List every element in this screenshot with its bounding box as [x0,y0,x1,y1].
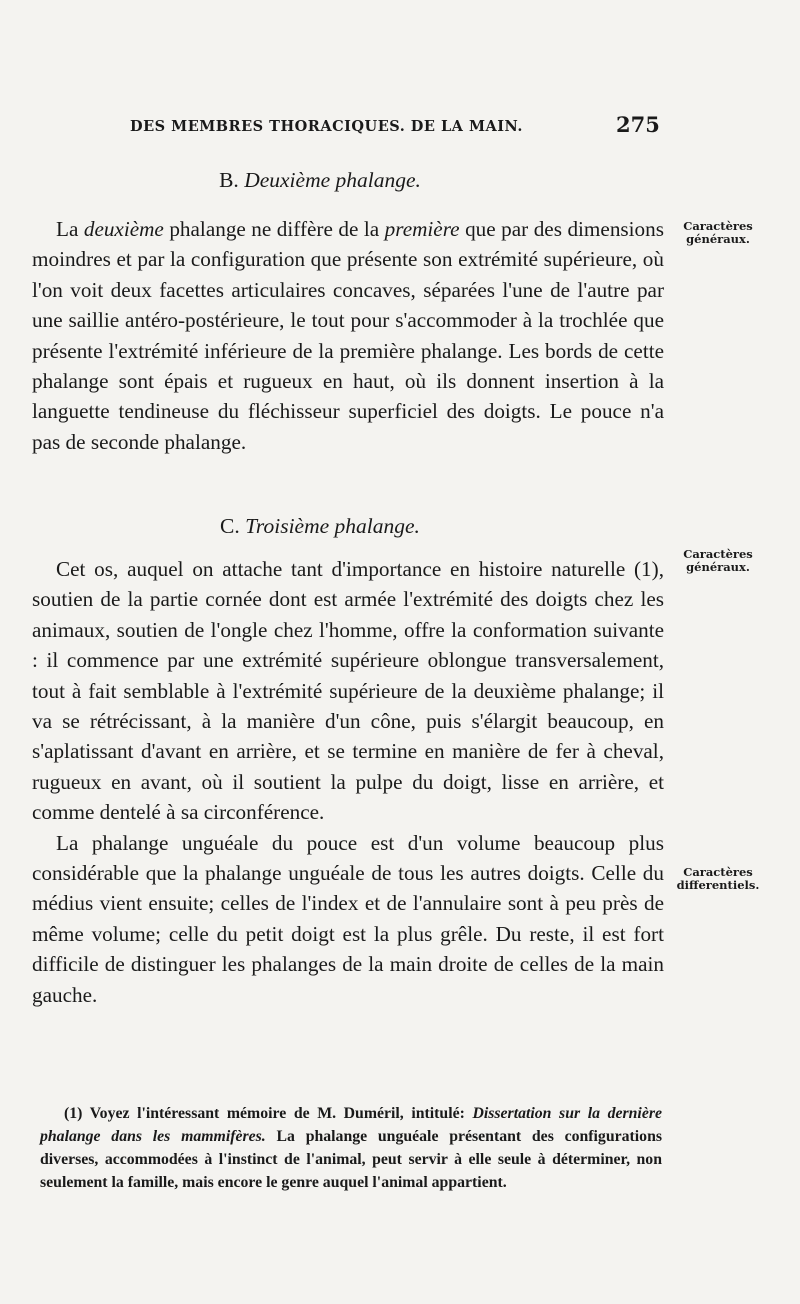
footnote-cited-title: Dissertation sur la dernière phalange dans les mammifères. [40,1105,662,1145]
section-c-letter: C. [220,514,240,538]
section-c-paragraph-2: La phalange unguéale du pouce est d'un volume beaucoup plus considérable que la phalange unguéale de tous les autres doigts. Celle du médius vient ensuite; celles de l'index et de l'annulaire sont à peu près de même volume; celle du petit doigt est la plus grêle. Du reste, il est fort difficile de distinguer les phalanges de la main droite de celles de la main gauche. [32,830,664,1007]
footnote-lead: (1) Voyez l'intéressant mémoire de M. Duméril, intitulé: [64,1105,473,1122]
section-b-title: Deuxième phalange. [244,168,421,192]
footnote-text [40,1102,662,1194]
section-b-heading [0,168,640,193]
running-head: DES MEMBRES THORACIQUES. DE LA MAIN. [130,118,523,135]
text-run: phalange ne diffère de la [163,217,385,241]
section-c-title: Troisième phalange. [245,514,420,538]
section-c-heading [0,514,640,539]
section-c-body [32,554,664,1010]
margin-note-differential: Caractères differentiels. [676,865,760,892]
section-b-paragraph [32,214,664,457]
text-run: que par des dimensions moindres et par la configuration que présente son extrémité supérieure, où l'on voit deux facettes articulaires concaves, séparées l'une de l'autre par une saillie antéro-postérieure, le tout pour s'accommoder à la trochlée que présente l'extrémité inférieure de la première phalange. Les bords de cette phalange sont épais et rugueux en haut, où ils donnent insertion à la languette tendineuse du fléchisseur superficiel des doigts. Le pouce n'a pas de seconde phalange. [32,217,664,454]
text-run: La [56,217,84,241]
page-number: 275 [616,112,660,137]
margin-note-general-c: Caractères généraux. [683,547,753,574]
section-b-letter: B. [219,168,239,192]
section-c-paragraph-1: Cet os, auquel on attache tant d'importance en histoire naturelle (1), soutien de la partie cornée dont est armée l'extrémité des doigts chez les animaux, soutien de l'ongle chez l'homme, offre la conformation suivante : il commence par une extrémité supérieure oblongue transversalement, tout à fait semblable à l'extrémité supérieure de la deuxième phalange; il va se rétrécissant, à la manière d'un cône, puis s'élargit beaucoup, en s'aplatissant d'avant en arrière, et se termine en manière de fer à cheval, rugueux en avant, où il soutient la pulpe du doigt, lisse en arrière, et comme dentelé à sa circonférence. [32,557,664,825]
section-b-body [32,214,664,457]
emphasis: deuxième [83,217,164,241]
emphasis: première [384,217,460,241]
footnote [40,1102,662,1194]
margin-note-general-b: Caractères généraux. [683,219,753,246]
footnote-rest: La phalange unguéale présentant des configurations diverses, accommodées à l'instinct de l'animal, peut servir à elle seule à déterminer, non seulement la famille, mais encore le genre auquel l'animal appartient. [40,1128,663,1191]
